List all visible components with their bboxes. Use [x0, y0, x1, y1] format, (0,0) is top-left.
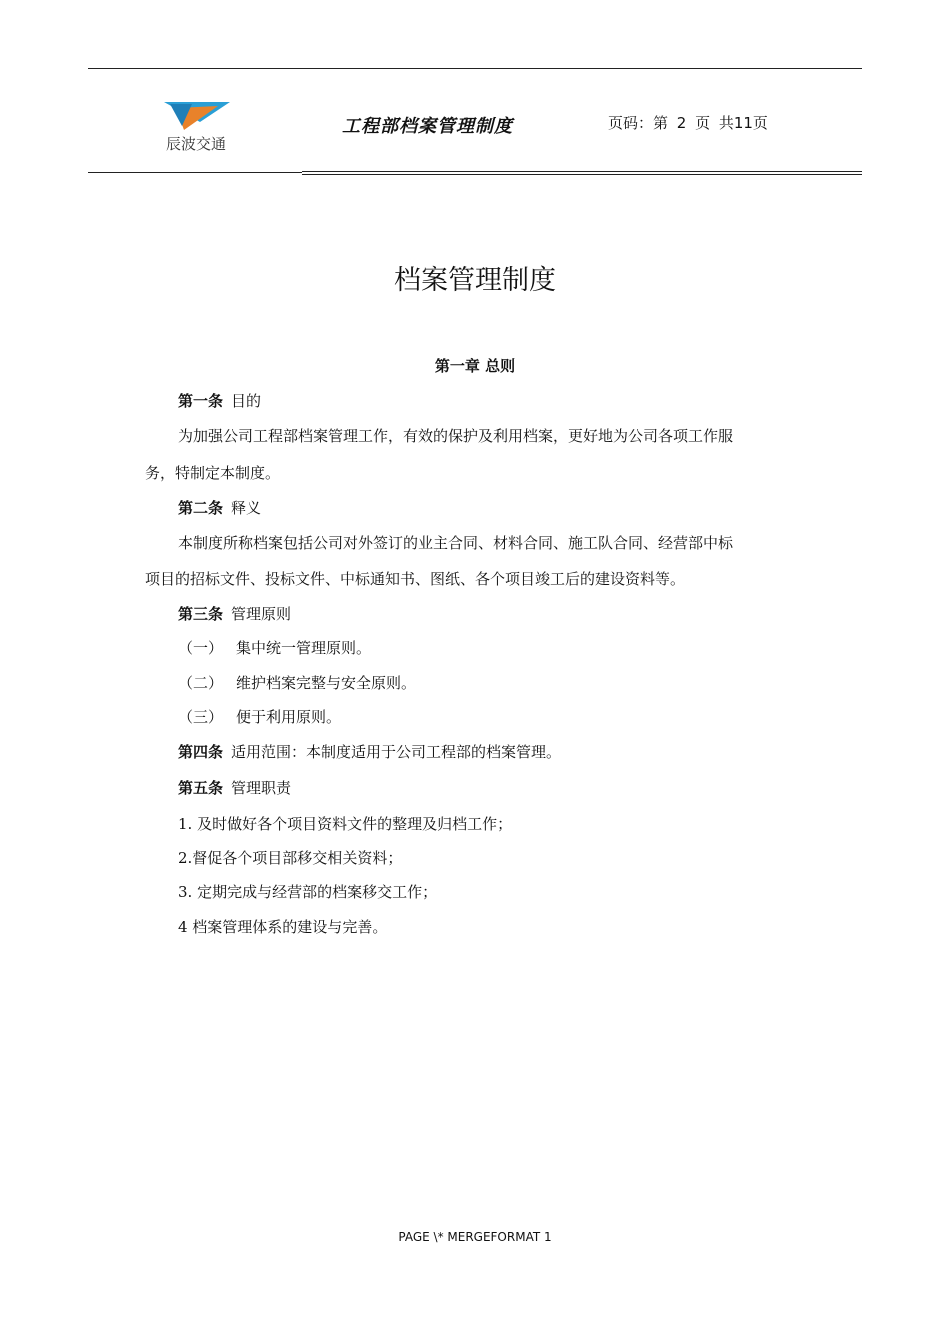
- header-top-rule: [88, 68, 862, 69]
- article-label: 第五条: [178, 779, 224, 797]
- duty-item: 1. 及时做好各个项目资料文件的整理及归档工作；: [178, 815, 513, 833]
- article-4: [178, 741, 561, 762]
- header-title: 工程部档案管理制度: [342, 116, 513, 137]
- duty-item: 3. 定期完成与经营部的档案移交工作；: [178, 883, 438, 901]
- list-number: （二）: [178, 674, 224, 692]
- article-2: [178, 497, 261, 518]
- paragraph-line: 务，特制定本制度。: [145, 464, 281, 482]
- chapter-heading: 第一章 总则: [434, 357, 516, 375]
- article-1: [178, 390, 261, 411]
- header-bottom-rule-left: [88, 172, 302, 173]
- article-5: [178, 777, 291, 798]
- document-title: 档案管理制度: [394, 265, 556, 296]
- article-label: 第二条: [178, 499, 224, 517]
- article-text: 管理职责: [231, 779, 292, 797]
- list-text: 集中统一管理原则。: [236, 639, 372, 657]
- article-label: 第一条: [178, 392, 224, 410]
- page-footer: PAGE \* MERGEFORMAT 1: [398, 1230, 552, 1244]
- article-label: 第三条: [178, 605, 224, 623]
- list-number: （三）: [178, 708, 224, 726]
- header-bottom-rule-right: [302, 171, 862, 175]
- article-label: 第四条: [178, 743, 224, 761]
- list-text: 便于利用原则。: [236, 708, 342, 726]
- list-number: （一）: [178, 639, 224, 657]
- header-page-info: 页码：第 2 页 共11页: [608, 114, 768, 132]
- list-item: [178, 672, 416, 693]
- list-text: 维护档案完整与安全原则。: [236, 674, 417, 692]
- article-text: 管理原则: [231, 605, 292, 623]
- article-text: 目的: [231, 392, 262, 410]
- article-text: 适用范围：本制度适用于公司工程部的档案管理。: [231, 743, 562, 761]
- paragraph-line: 本制度所称档案包括公司对外签订的业主合同、材料合同、施工队合同、经营部中标: [178, 534, 734, 552]
- article-3: [178, 603, 291, 624]
- duty-item: 4 档案管理体系的建设与完善。: [178, 918, 388, 936]
- duty-item: 2.督促各个项目部移交相关资料；: [178, 849, 403, 867]
- logo-text: 辰波交通: [166, 135, 227, 153]
- paragraph-line: 为加强公司工程部档案管理工作，有效的保护及利用档案，更好地为公司各项工作服: [178, 427, 734, 445]
- list-item: [178, 706, 341, 727]
- article-text: 释义: [231, 499, 262, 517]
- paragraph-line: 项目的招标文件、投标文件、中标通知书、图纸、各个项目竣工后的建设资料等。: [145, 570, 686, 588]
- list-item: [178, 637, 371, 658]
